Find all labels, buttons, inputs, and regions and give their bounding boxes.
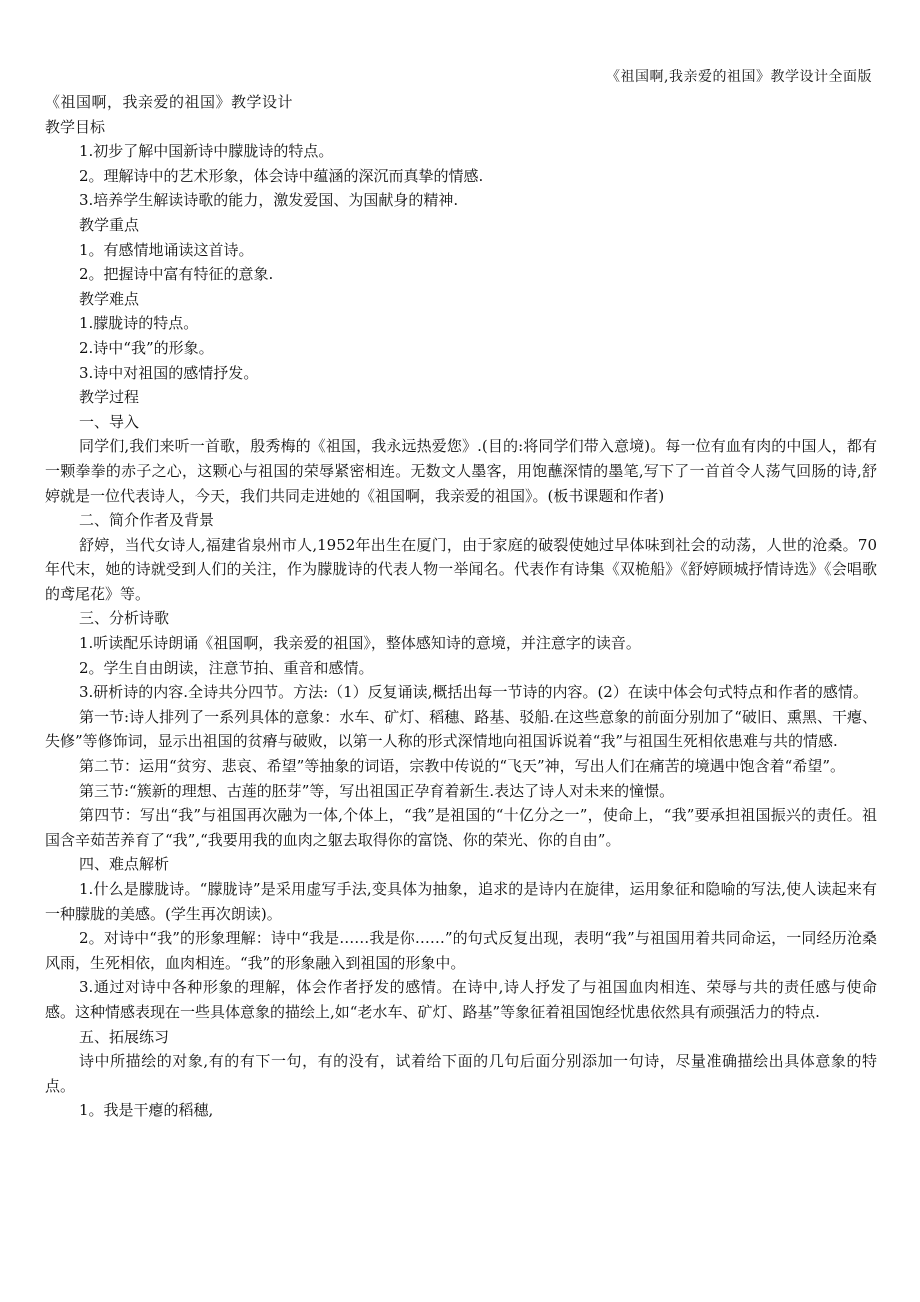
section-body-author: 舒婷，当代女诗人,福建省泉州市人,1952年出生在厦门，由于家庭的破裂使她过早体味到社会的动荡，人世的沧桑。70年代末，她的诗就受到人们的关注，作为朦胧诗的代表人物一举闻名。代表作有诗集《双桅船》《舒婷顾城抒情诗选》《会唱歌的鸢尾花》等。 — [45, 535, 877, 603]
key-heading: 教学重点 — [79, 215, 140, 234]
goal-item: 1.初步了解中国新诗中朦胧诗的特点。 — [79, 142, 334, 161]
difficult-item: 3.诗中对祖国的感情抒发。 — [79, 363, 259, 382]
stanza-analysis: 第一节:诗人排列了一系列具体的意象：水车、矿灯、稻穗、路基、驳船.在这些意象的前面分别加了“破旧、熏黑、干瘪、失修”等修饰词，显示出祖国的贫瘠与破败，以第一人称的形式深情地向祖国诉说着“我”与祖国生死相依患难与共的情感. — [45, 707, 877, 751]
section-heading-author: 二、简介作者及背景 — [79, 511, 215, 530]
analysis-item: 2。学生自由朗读，注意节拍、重音和感情。 — [79, 658, 374, 677]
difficulty-item: 3.通过对诗中各种形象的理解，体会作者抒发的感情。在诗中,诗人抒发了与祖国血肉相连、荣辱与共的责任感与使命感。这种情感表现在一些具体意象的描绘上,如“老水车、矿灯、路基”等象征着祖国饱经忧患依然具有顽强活力的特点. — [45, 978, 877, 1021]
goal-item: 3.培养学生解读诗歌的能力，激发爱国、为国献身的精神. — [79, 191, 459, 210]
document-title: 《祖国啊，我亲爱的祖国》教学设计 — [45, 93, 294, 111]
analysis-item: 3.研析诗的内容.全诗共分四节。方法:（1）反复诵读,概括出每一节诗的内容。(2）在读中体会句式特点和作者的感情。 — [79, 683, 868, 702]
analysis-item: 1.听读配乐诗朗诵《祖国啊，我亲爱的祖国》，整体感知诗的意境，并注意字的读音。 — [79, 634, 641, 653]
stanza-analysis: 第四节：写出“我”与祖国再次融为一体,个体上，“我”是祖国的“十亿分之一”，使命上，“我”要承担祖国振兴的责任。祖国含辛茹苦养育了“我”,“我要用我的血肉之躯去取得你的富饶、你的荣光、你的自由”。 — [45, 806, 877, 849]
difficult-heading: 教学难点 — [79, 289, 140, 308]
section-body-intro: 同学们,我们来听一首歌，殷秀梅的《祖国，我永远热爱您》.(目的:将同学们带入意境)。每一位有血有肉的中国人，都有一颗拳拳的赤子之心，这颗心与祖国的荣辱紧密相连。无数文人墨客，用饱蘸深情的墨笔,写下了一首首令人荡气回肠的诗,舒婷就是一位代表诗人，今天，我们共同走进她的《祖国啊，我亲爱的祖国》。(板书课题和作者) — [45, 437, 877, 505]
stanza-analysis: 第三节:“簇新的理想、古莲的胚芽”等，写出祖国正孕育着新生.表达了诗人对未来的憧憬。 — [79, 781, 675, 800]
running-header: 《祖国啊,我亲爱的祖国》教学设计全面版 — [606, 69, 872, 85]
process-heading: 教学过程 — [79, 388, 140, 407]
difficulty-item: 1.什么是朦胧诗。“朦胧诗”是采用虚写手法,变具体为抽象，追求的是诗内在旋律，运用象征和隐喻的写法,使人读起来有一种朦胧的美感。(学生再次朗读)。 — [45, 880, 877, 923]
key-item: 2。把握诗中富有特征的意象. — [79, 265, 274, 284]
section-heading-difficulty: 四、难点解析 — [79, 855, 170, 874]
difficult-item: 2.诗中“我”的形象。 — [79, 338, 214, 357]
section-heading-intro: 一、导入 — [79, 412, 140, 431]
document-body — [45, 90, 877, 1123]
stanza-analysis: 第二节：运用“贫穷、悲哀、希望”等抽象的词语，宗教中传说的“飞天”神，写出人们在痛苦的境遇中饱含着“希望”。 — [79, 757, 846, 776]
section-heading-exercise: 五、拓展练习 — [79, 1027, 170, 1046]
goal-item: 2。理解诗中的艺术形象，体会诗中蕴涵的深沉而真挚的情感. — [79, 166, 484, 185]
exercise-item: 1。我是干瘪的稻穗, — [79, 1101, 214, 1120]
section-body-exercise: 诗中所描绘的对象,有的有下一句，有的没有，试着给下面的几句后面分别添加一句诗，尽量准确描绘出具体意象的特点。 — [45, 1052, 877, 1095]
goals-heading: 教学目标 — [45, 117, 106, 136]
section-heading-analysis: 三、分析诗歌 — [79, 609, 170, 628]
difficult-item: 1.朦胧诗的特点。 — [79, 314, 199, 333]
key-item: 1。有感情地诵读这首诗。 — [79, 240, 254, 259]
difficulty-item: 2。对诗中“我”的形象理解：诗中“我是……我是你……”的句式反复出现，表明“我”与祖国用着共同命运，一同经历沧桑风雨，生死相依，血肉相连。“我”的形象融入到祖国的形象中。 — [45, 929, 877, 972]
